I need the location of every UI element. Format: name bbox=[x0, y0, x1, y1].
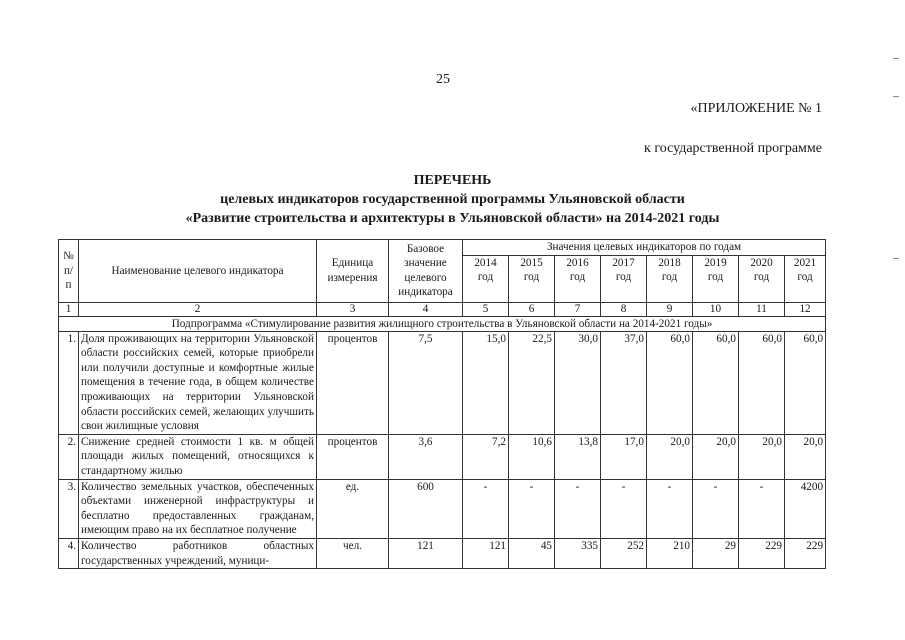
row-value: 20,0 bbox=[693, 434, 739, 479]
row-num: 2. bbox=[59, 434, 79, 479]
header-year: 2016 год bbox=[555, 255, 601, 302]
row-value: - bbox=[647, 479, 693, 538]
row-unit: чел. bbox=[317, 538, 389, 568]
row-value: 60,0 bbox=[693, 331, 739, 434]
header-row-top bbox=[59, 240, 826, 256]
row-value: 45 bbox=[509, 538, 555, 568]
row-value: 210 bbox=[647, 538, 693, 568]
row-value: 60,0 bbox=[785, 331, 826, 434]
row-name: Количество работников областных государственных учреждений, муници- bbox=[79, 538, 317, 568]
table-row bbox=[59, 538, 826, 568]
header-year: 2020 год bbox=[739, 255, 785, 302]
row-num: 4. bbox=[59, 538, 79, 568]
table-row bbox=[59, 331, 826, 434]
row-name: Количество земельных участков, обеспеченных объектами инженерной инфраструктуры и бесплатно предоставленных гражданам, имеющим право на их бесплатное получение bbox=[79, 479, 317, 538]
row-value: - bbox=[601, 479, 647, 538]
row-value: 37,0 bbox=[601, 331, 647, 434]
appendix-title: «ПРИЛОЖЕНИЕ № 1 bbox=[690, 101, 822, 116]
header-year: 2018 год bbox=[647, 255, 693, 302]
row-value: - bbox=[555, 479, 601, 538]
row-value: 13,8 bbox=[555, 434, 601, 479]
row-value: - bbox=[739, 479, 785, 538]
column-number: 5 bbox=[463, 302, 509, 316]
header-year: 2017 год bbox=[601, 255, 647, 302]
appendix-subtitle: к государственной программе bbox=[644, 141, 822, 156]
column-number: 6 bbox=[509, 302, 555, 316]
row-value: 60,0 bbox=[739, 331, 785, 434]
row-value: 20,0 bbox=[739, 434, 785, 479]
row-value: - bbox=[693, 479, 739, 538]
indicators-table bbox=[58, 239, 826, 569]
table-row bbox=[59, 479, 826, 538]
row-base: 121 bbox=[389, 538, 463, 568]
column-number: 11 bbox=[739, 302, 785, 316]
row-value: 335 bbox=[555, 538, 601, 568]
scan-mark bbox=[893, 258, 899, 259]
row-value: 20,0 bbox=[647, 434, 693, 479]
column-number: 3 bbox=[317, 302, 389, 316]
row-num: 1. bbox=[59, 331, 79, 434]
row-base: 600 bbox=[389, 479, 463, 538]
row-value: 30,0 bbox=[555, 331, 601, 434]
column-number-row bbox=[59, 302, 826, 316]
row-base: 3,6 bbox=[389, 434, 463, 479]
row-value: 20,0 bbox=[785, 434, 826, 479]
column-number: 8 bbox=[601, 302, 647, 316]
row-name: Снижение средней стоимости 1 кв. м общей площади жилых помещений, относящихся к стандартному жилью bbox=[79, 434, 317, 479]
column-number: 4 bbox=[389, 302, 463, 316]
header-base: Базовое значение целевого индикатора bbox=[389, 240, 463, 303]
header-values-group: Значения целевых индикаторов по годам bbox=[463, 240, 826, 256]
row-value: 17,0 bbox=[601, 434, 647, 479]
row-value: 121 bbox=[463, 538, 509, 568]
column-number: 12 bbox=[785, 302, 826, 316]
header-year: 2019 год bbox=[693, 255, 739, 302]
column-number: 7 bbox=[555, 302, 601, 316]
subprogram-title: Подпрограмма «Стимулирование развития жилищного строительства в Ульяновской области на 2014-2021 годы» bbox=[59, 316, 826, 331]
column-number: 1 bbox=[59, 302, 79, 316]
header-num: № п/п bbox=[59, 240, 79, 303]
row-value: 60,0 bbox=[647, 331, 693, 434]
column-number: 9 bbox=[647, 302, 693, 316]
row-unit: процентов bbox=[317, 434, 389, 479]
row-name: Доля проживающих на территории Ульяновской области российских семей, которые приобрели или получили доступные и комфортные жилые помещения в течение года, в общем количестве проживающих на территории Ульяновской области российских семей, желающих улучшить свои жилищные условия bbox=[79, 331, 317, 434]
row-unit: процентов bbox=[317, 331, 389, 434]
header-unit: Единица измерения bbox=[317, 240, 389, 303]
row-num: 3. bbox=[59, 479, 79, 538]
row-value: 229 bbox=[785, 538, 826, 568]
header-year: 2021 год bbox=[785, 255, 826, 302]
table-row bbox=[59, 434, 826, 479]
title-line-2: целевых индикаторов государственной программы Ульяновской области bbox=[220, 192, 685, 207]
header-name: Наименование целевого индикатора bbox=[79, 240, 317, 303]
row-base: 7,5 bbox=[389, 331, 463, 434]
row-value: - bbox=[509, 479, 555, 538]
header-year: 2014 год bbox=[463, 255, 509, 302]
scan-mark bbox=[893, 96, 899, 97]
row-value: 22,5 bbox=[509, 331, 555, 434]
row-unit: ед. bbox=[317, 479, 389, 538]
column-number: 10 bbox=[693, 302, 739, 316]
row-value: 29 bbox=[693, 538, 739, 568]
row-value: 10,6 bbox=[509, 434, 555, 479]
header-year: 2015 год bbox=[509, 255, 555, 302]
title-line-1: ПЕРЕЧЕНЬ bbox=[413, 173, 492, 188]
row-value: 229 bbox=[739, 538, 785, 568]
subprogram-row bbox=[59, 316, 826, 331]
row-value: 4200 bbox=[785, 479, 826, 538]
document-title bbox=[100, 171, 805, 228]
title-line-3: «Развитие строительства и архитектуры в Ульяновской области» на 2014-2021 годы bbox=[185, 211, 720, 226]
row-value: - bbox=[463, 479, 509, 538]
page-number: 25 bbox=[436, 72, 450, 87]
row-value: 252 bbox=[601, 538, 647, 568]
row-value: 15,0 bbox=[463, 331, 509, 434]
row-value: 7,2 bbox=[463, 434, 509, 479]
column-number: 2 bbox=[79, 302, 317, 316]
scan-mark bbox=[893, 58, 899, 59]
